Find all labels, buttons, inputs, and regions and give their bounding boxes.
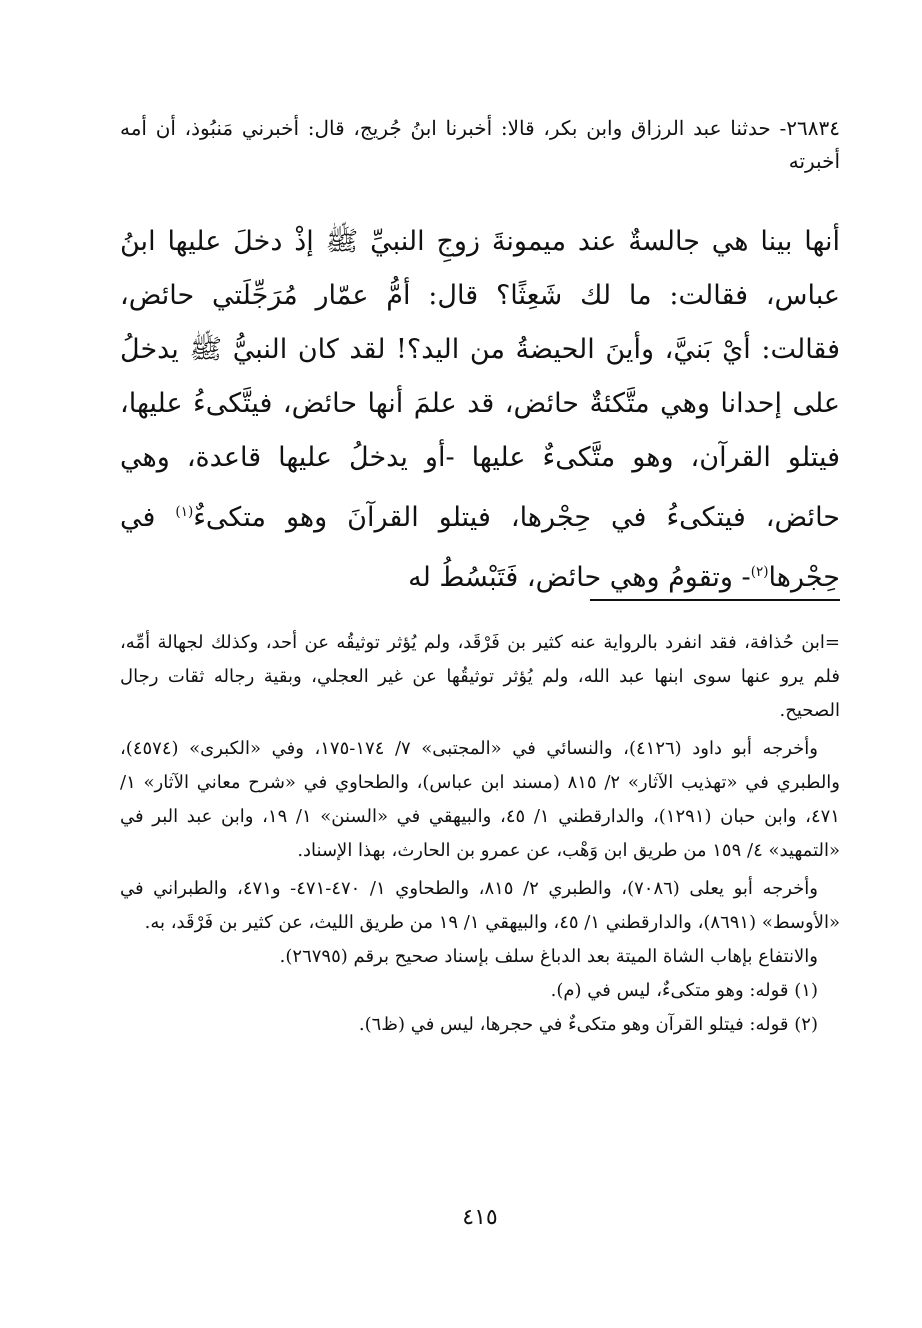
page-number: ٤١٥ (462, 1205, 498, 1230)
footnote-separator (590, 599, 840, 601)
footnotes (120, 626, 840, 1042)
footnote-paragraph: =ابن حُذافة، فقد انفرد بالرواية عنه كثير بن فَرْقَد، ولم يُؤثر توثيقُه عن أحد، وكذلك لجهالة أمِّه، فلم يرو عنها سوى ابنها عبد الله، ولم يُؤثر توثيقُها عن غير العجلي، وبقية رجاله ثقات رجال الصحيح. (120, 632, 840, 721)
matn-text: أنها بينا هي جالسةٌ عند ميمونةَ زوجِ النبيِّ ﷺ إذْ دخلَ عليها ابنُ عباس، فقالت: ما لك شَعِثًا؟ قال: أمُّ عمّار مُرَجِّلَتي حائض، فقالت: أيْ بَنيَّ، وأينَ الحيضةُ من اليد؟! لقد كان النبيُّ ﷺ يدخلُ على إحدانا وهي متَّكئةٌ حائض، قد علمَ أنها حائض، فيتَّكىءُ عليها، فيتلو القرآن، وهو متَّكىءٌ عليها -أو يدخلُ عليها قاعدة، وهي حائض، فيتكىءُ في حِجْرها، فيتلو القرآنَ وهو متكىءٌ (120, 226, 840, 533)
matn-text: في حِجْرها (120, 502, 840, 593)
footnote-paragraph: وأخرجه أبو داود (٤١٢٦)، والنسائي في «المجتبى» ٧/ ١٧٤-١٧٥، وفي «الكبرى» (٤٥٧٤)، والطبري في «تهذيب الآثار» ٢/ ٨١٥ (مسند ابن عباس)، والطحاوي في «شرح معاني الآثار» ١/ ٤٧١، وابن حبان (١٢٩١)، والدارقطني ١/ ٤٥، والبيهقي في «السنن» ١/ ١٩، وابن عبد البر في «التمهيد» ٤/ ١٥٩ من طريق ابن وَهْب، عن عمرو بن الحارث، بهذا الإسناد. (120, 738, 840, 861)
footnote-paragraph: وأخرجه أبو يعلى (٧٠٨٦)، والطبري ٢/ ٨١٥، والطحاوي ١/ ٤٧٠-٤٧١- و٤٧١، والطبراني في «الأوسط» (٨٦٩١)، والدارقطني ١/ ٤٥، والبيهقي ١/ ١٩ من طريق الليث، عن كثير بن فَرْقَد، به. (120, 878, 840, 933)
hadith-matn (120, 215, 840, 605)
hadith-isnad: ٢٦٨٣٤- حدثنا عبد الرزاق وابن بكر، قالا: أخبرنا ابنُ جُريج، قال: أخبرني مَنبُوذ، أن أمه أخبرته (120, 116, 840, 173)
matn-text: - وتقومُ وهي حائض، فَتَبْسُطُ له (408, 562, 751, 593)
footnote-ref-2: (٢) (750, 564, 769, 580)
footnote-paragraph: والانتفاع بإهاب الشاة الميتة بعد الدباغ سلف بإسناد صحيح برقم (٢٦٧٩٥). (279, 946, 818, 967)
footnote-1: (١) قوله: وهو متكىءٌ، ليس في (م). (550, 980, 818, 1001)
footnote-ref-1: (١) (175, 504, 194, 520)
footnote-2: (٢) قوله: فيتلو القرآن وهو متكىءٌ في حجرها، ليس في (ظ٦). (358, 1014, 818, 1035)
